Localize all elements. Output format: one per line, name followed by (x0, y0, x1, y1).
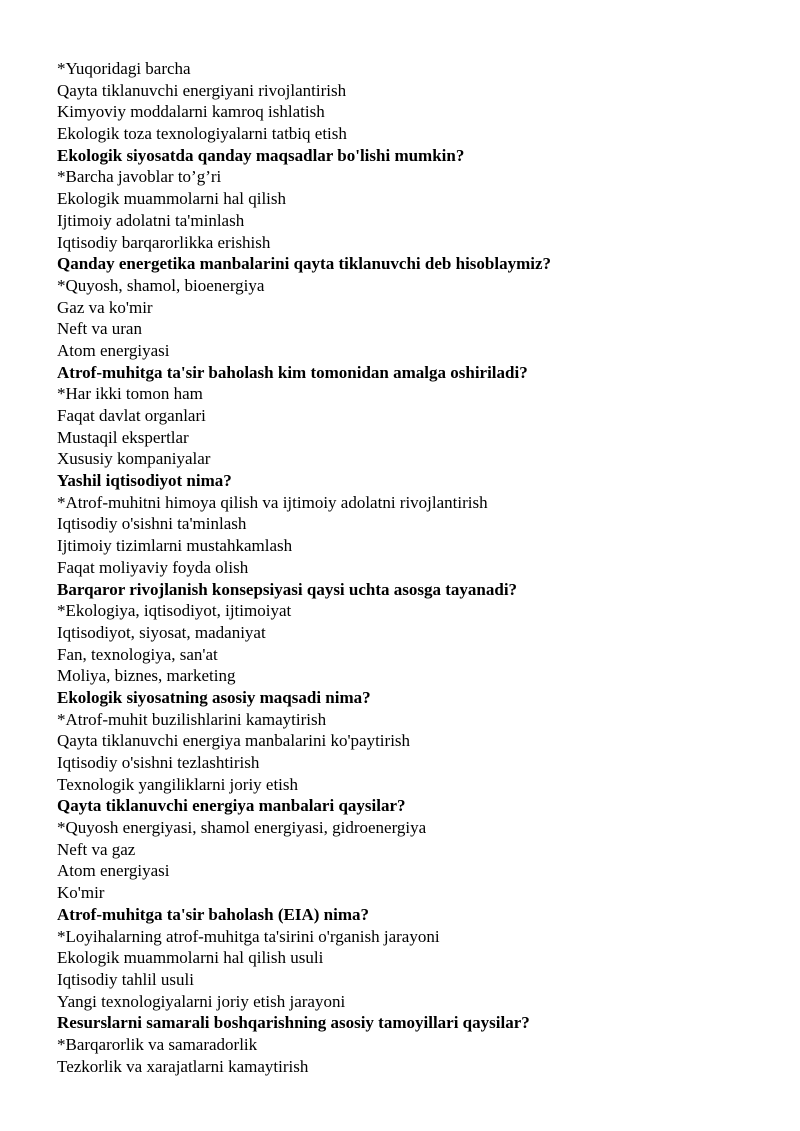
answer-option-correct: *Loyihalarning atrof-muhitga ta'sirini o'rganish jarayoni (57, 926, 440, 946)
question-text: Atrof-muhitga ta'sir baholash kim tomonidan amalga oshiriladi? (57, 362, 528, 382)
answer-option: Mustaqil ekspertlar (57, 427, 189, 447)
answer-option: Iqtisodiy tahlil usuli (57, 969, 194, 989)
answer-option: Ekologik toza texnologiyalarni tatbiq etish (57, 124, 347, 144)
answer-option: Ekologik muammolarni hal qilish usuli (57, 948, 324, 968)
answer-option-correct: *Atrof-muhit buzilishlarini kamaytirish (57, 709, 327, 729)
question-text: Yashil iqtisodiyot nima? (57, 471, 232, 491)
answer-option-correct: *Quyosh energiyasi, shamol energiyasi, gidroenergiya (57, 818, 427, 838)
question-text: Resurslarni samarali boshqarishning asosiy tamoyillari qaysilar? (57, 1013, 530, 1033)
answer-option: Atom energiyasi (57, 340, 170, 360)
answer-option-correct: *Atrof-muhitni himoya qilish va ijtimoiy adolatni rivojlantirish (57, 492, 488, 512)
answer-option: Iqtisodiy o'sishni tezlashtirish (57, 753, 260, 772)
answer-option: Fan, texnologiya, san'at (57, 644, 218, 664)
answer-option: Neft va uran (57, 319, 142, 339)
question-text: Ekologik siyosatda qanday maqsadlar bo'lishi mumkin? (57, 145, 465, 165)
answer-option: Iqtisodiy o'sishni ta'minlash (57, 514, 247, 534)
question-text: Qanday energetika manbalarini qayta tiklanuvchi deb hisoblaymiz? (57, 254, 552, 274)
answer-option-correct: *Yuqoridagi barcha (57, 59, 191, 78)
answer-option: Qayta tiklanuvchi energiyani rivojlantirish (57, 80, 347, 100)
answer-option: Gaz va ko'mir (57, 297, 153, 317)
answer-option: Yangi texnologiyalarni joriy etish jarayoni (57, 991, 346, 1011)
answer-option-correct: *Quyosh, shamol, bioenergiya (57, 275, 265, 295)
answer-option: Xususiy kompaniyalar (57, 449, 211, 469)
question-text: Barqaror rivojlanish konsepsiyasi qaysi uchta asosga tayanadi? (57, 579, 518, 599)
question-text: Atrof-muhitga ta'sir baholash (EIA) nima? (57, 904, 370, 924)
answer-option: Faqat davlat organlari (57, 406, 206, 425)
answer-option: Ijtimoiy tizimlarni mustahkamlash (57, 536, 293, 556)
question-text: Ekologik siyosatning asosiy maqsadi nima? (57, 687, 371, 707)
answer-option-correct: *Barqarorlik va samaradorlik (57, 1034, 258, 1054)
answer-option: Iqtisodiy barqarorlikka erishish (57, 232, 271, 252)
answer-option: Ekologik muammolarni hal qilish (57, 189, 287, 209)
answer-option-correct: *Har ikki tomon ham (57, 384, 203, 404)
answer-option: Iqtisodiyot, siyosat, madaniyat (57, 622, 266, 642)
document-body (57, 58, 757, 1077)
answer-option-correct: *Barcha javoblar to’g’ri (57, 167, 222, 187)
answer-option: Neft va gaz (57, 839, 136, 859)
answer-option-correct: *Ekologiya, iqtisodiyot, ijtimoiyat (57, 601, 292, 621)
answer-option: Kimyoviy moddalarni kamroq ishlatish (57, 102, 325, 122)
question-text: Qayta tiklanuvchi energiya manbalari qaysilar? (57, 796, 406, 816)
answer-option: Ko'mir (57, 883, 105, 903)
answer-option: Faqat moliyaviy foyda olish (57, 557, 249, 577)
answer-option: Atom energiyasi (57, 861, 170, 881)
answer-option: Moliya, biznes, marketing (57, 666, 236, 686)
answer-option: Qayta tiklanuvchi energiya manbalarini ko'paytirish (57, 731, 411, 751)
answer-option: Texnologik yangiliklarni joriy etish (57, 774, 299, 794)
answer-option: Ijtimoiy adolatni ta'minlash (57, 210, 245, 230)
answer-option: Tezkorlik va xarajatlarni kamaytirish (57, 1056, 309, 1076)
